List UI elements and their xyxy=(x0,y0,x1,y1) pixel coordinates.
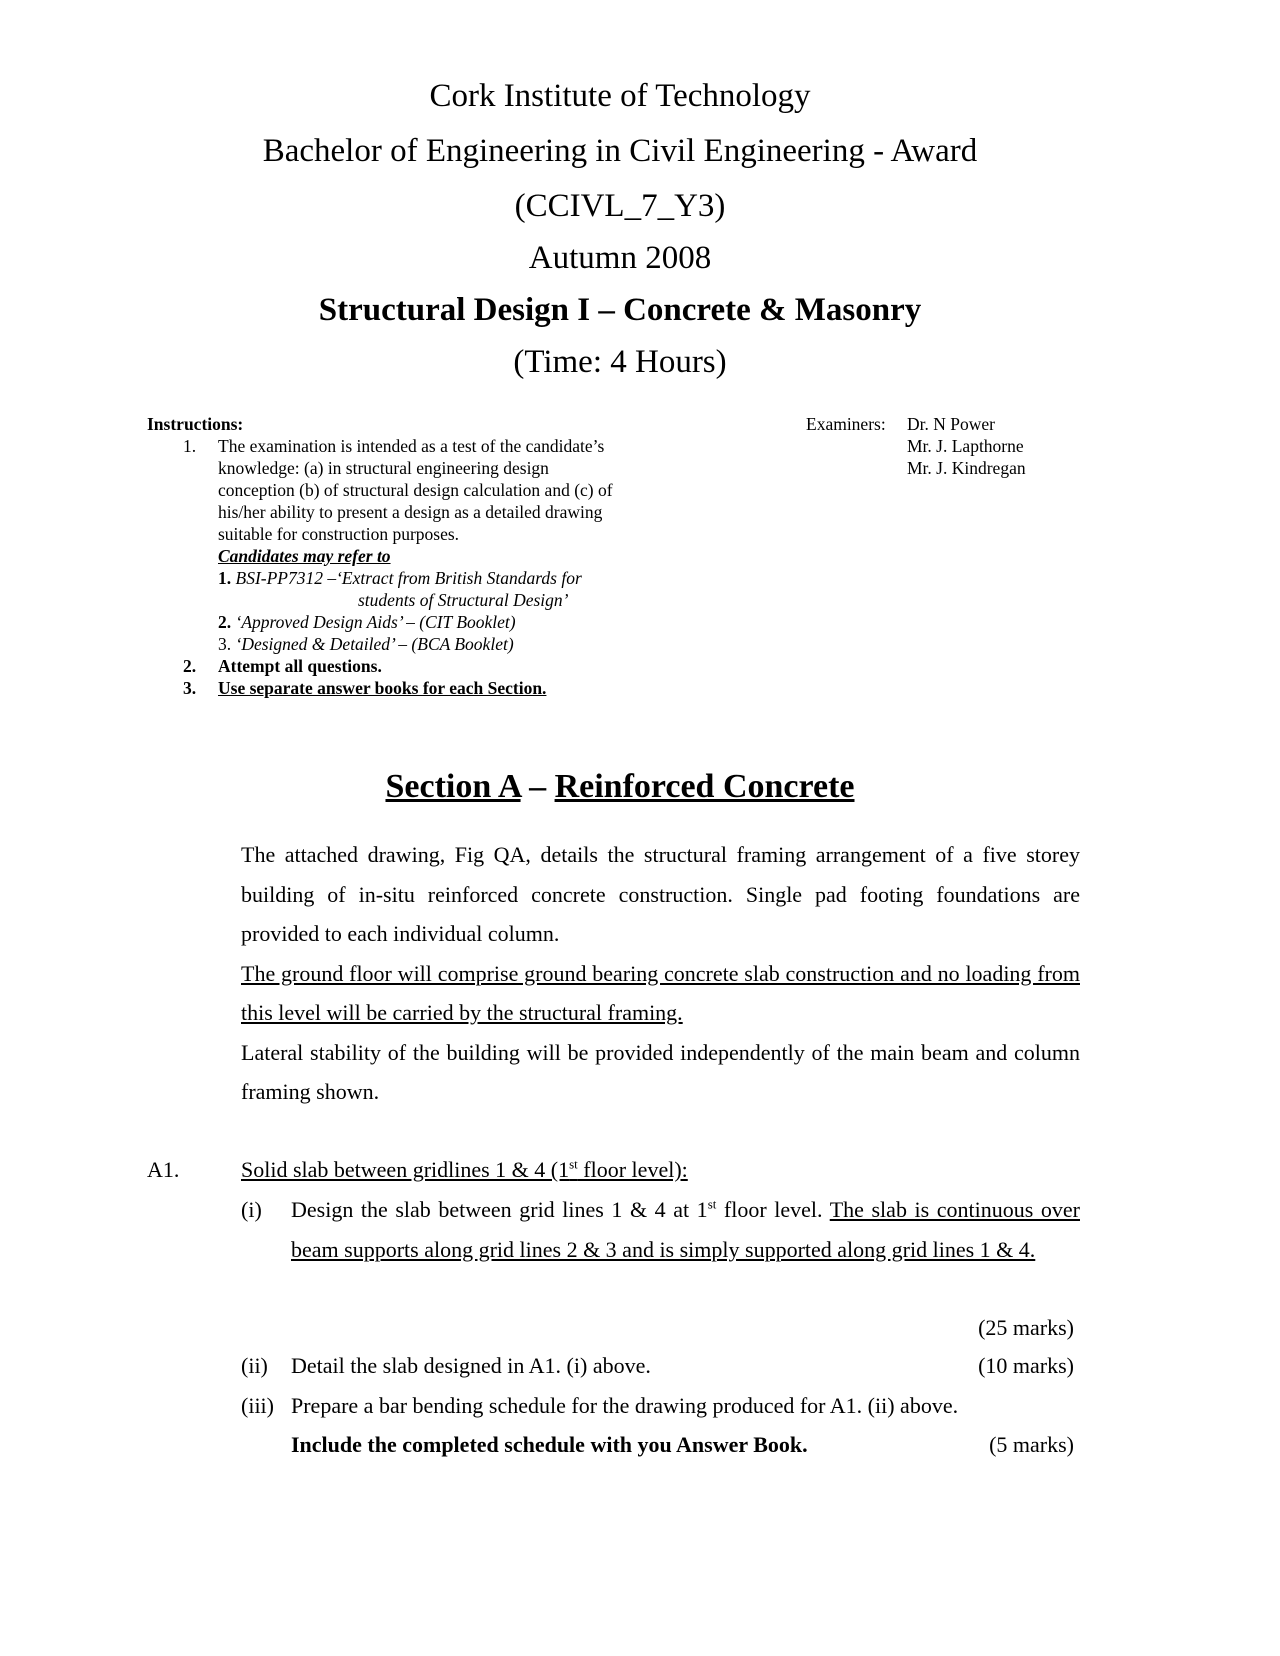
section-separator: – xyxy=(520,768,555,805)
question-heading-text: Solid slab between gridlines 1 & 4 (1 xyxy=(241,1157,570,1182)
part-text-underlined: The slab is continuous over beam supports along grid lines 2 & 3 and is simply supported along grid lines 1 & 4. xyxy=(291,1197,1080,1262)
part-ii-text: Detail the slab designed in A1. (i) above. xyxy=(291,1353,651,1378)
part-i-text xyxy=(291,1190,1080,1269)
paragraph: The ground floor will comprise ground bearing concrete slab construction and no loading from this level will be carried by the structural framing. xyxy=(241,960,1080,1025)
section-a-body xyxy=(241,835,1080,1112)
part-iii-text: Prepare a bar bending schedule for the drawing produced for A1. (ii) above. xyxy=(291,1393,959,1418)
reference-2-text: ‘Approved Design Aids’ – (CIT Booklet) xyxy=(235,612,516,632)
programme-code: (CCIVL_7_Y3) xyxy=(514,188,726,224)
part-iii-instruction: Include the completed schedule with you Answer Book. xyxy=(291,1432,808,1457)
instruction-1-line: his/her ability to present a design as a detailed drawing xyxy=(218,502,603,522)
reference-1-line: BSI-PP7312 –‘Extract from British Standards for xyxy=(235,568,582,588)
part-ii-num: (ii) xyxy=(241,1353,268,1378)
part-text: floor level. xyxy=(716,1197,830,1222)
section-label: Section A xyxy=(385,768,521,805)
examiner-name: Mr. J. Lapthorne xyxy=(907,436,1024,456)
refer-heading: Candidates may refer to xyxy=(218,546,391,566)
reference-1-num: 1. xyxy=(218,568,232,588)
instructions-heading: Instructions: xyxy=(147,414,244,434)
part-iii-num: (iii) xyxy=(241,1393,274,1418)
subject-title: Structural Design I – Concrete & Masonry xyxy=(318,292,922,328)
reference-1 xyxy=(218,567,582,589)
examiners-label: Examiners: xyxy=(806,414,886,434)
examiner-name: Mr. J. Kindregan xyxy=(907,458,1026,478)
part-i-marks: (25 marks) xyxy=(978,1315,1074,1340)
instruction-3-num: 3. xyxy=(183,678,197,698)
part-text: Design the slab between grid lines 1 & 4 at 1 xyxy=(291,1197,708,1222)
instruction-1-line: conception (b) of structural design calculation and (c) of xyxy=(218,480,613,500)
instruction-1-line: knowledge: (a) in structural engineering design xyxy=(218,458,549,478)
examiners-list xyxy=(907,413,1026,479)
superscript: st xyxy=(569,1156,578,1172)
institution-name: Cork Institute of Technology xyxy=(429,78,811,114)
question-heading-text: floor level): xyxy=(577,1157,688,1182)
section-title xyxy=(0,768,1240,806)
programme-title: Bachelor of Engineering in Civil Engineering - Award xyxy=(262,133,978,169)
exam-time: (Time: 4 Hours) xyxy=(513,344,727,380)
paragraph: The attached drawing, Fig QA, details the structural framing arrangement of a five storey building of in-situ reinforced concrete construction. Single pad footing foundations are provided to each individual column. xyxy=(241,842,1080,946)
instruction-1-text xyxy=(218,435,678,545)
instruction-2-text: Attempt all questions. xyxy=(218,656,382,676)
part-iii-marks: (5 marks) xyxy=(989,1432,1074,1457)
reference-2 xyxy=(218,611,516,633)
instruction-1-num: 1. xyxy=(183,436,197,456)
section-subject: Reinforced Concrete xyxy=(554,768,855,805)
reference-3 xyxy=(218,633,514,655)
examiner-name: Dr. N Power xyxy=(907,414,995,434)
question-label: A1. xyxy=(147,1157,180,1182)
instruction-1-line: suitable for construction purposes. xyxy=(218,524,460,544)
superscript: st xyxy=(707,1196,717,1212)
part-ii-marks: (10 marks) xyxy=(978,1353,1074,1378)
part-i-num: (i) xyxy=(241,1197,262,1222)
reference-1-cont: students of Structural Design’ xyxy=(358,590,569,610)
question-heading xyxy=(241,1150,688,1190)
reference-3-text: ‘Designed & Detailed’ – (BCA Booklet) xyxy=(235,634,514,654)
paragraph: Lateral stability of the building will be provided independently of the main beam and column framing shown. xyxy=(241,1039,1080,1104)
instruction-2-num: 2. xyxy=(183,656,197,676)
instruction-3-text: Use separate answer books for each Section. xyxy=(218,678,547,698)
exam-session: Autumn 2008 xyxy=(528,240,712,276)
instruction-1-line: The examination is intended as a test of the candidate’s xyxy=(218,436,605,456)
reference-2-num: 2. xyxy=(218,612,232,632)
reference-3-num: 3. xyxy=(218,634,232,654)
